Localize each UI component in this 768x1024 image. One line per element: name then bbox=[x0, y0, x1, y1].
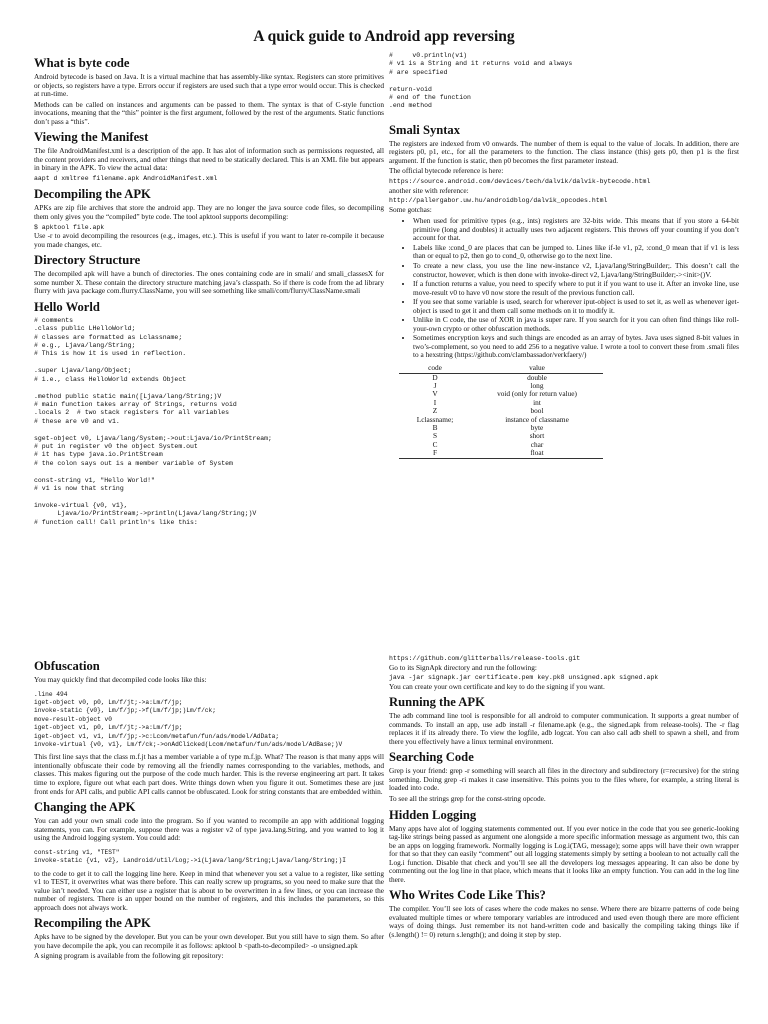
section-heading-manifest: Viewing the Manifest bbox=[34, 130, 149, 145]
section-heading-smali-syntax: Smali Syntax bbox=[389, 122, 461, 137]
type-code-table bbox=[399, 364, 603, 459]
section-heading-searching: Searching Code bbox=[389, 750, 474, 765]
table-header-code: code bbox=[399, 364, 471, 373]
smali-paragraph-1: The registers are indexed from v0 onwards. The number of them is equal to the value of .locals. In addition, there are registers p0, p1, etc., for all the parameters to the function. The class instance (this) gets p0, then p1 is the first argument. If the function is static, then p0 becomes the first parameter instead. bbox=[389, 138, 739, 165]
table-bottom-rule bbox=[399, 458, 603, 459]
recompiling-paragraph-1: Apks have to be signed by the developer. But you can be your own developer. But you still have to sign them. So after you have decompile the apk, you can recompile it as follows: apktool b <path-to-decompiled> -o unsigned.apk bbox=[34, 932, 384, 950]
table-cell-code: C bbox=[432, 439, 438, 449]
gotcha-item: • Labels like :cond_0 are places that can be jumped to. Lines like if-le v1, p2, :cond_0 mean that if v1 is less than or equal to p2, then go to cond_0, otherwise go to the next line. bbox=[413, 244, 739, 261]
table-row bbox=[399, 373, 603, 382]
gotcha-item: • To create a new class, you use the line new-instance v2, Ljava/lang/StringBuilder;. This doesn’t call the constructor, however, which is then done with invoke-direct v2, Ljava/lang/StringBuilder;-><init>()V. bbox=[413, 262, 739, 279]
running-paragraph: The adb command line tool is responsible for all android to computer communication. It supports a great number of commands. To install an app, use adb install -r filename.apk (e.g., the signed.apk from release-tools). The -r flag replaces it if its already there. To view the logfile, adb logcat. You can also call adb shell to spawn a shell, and from there you effectively have a linux terminal environment. bbox=[389, 711, 739, 746]
section-heading-who-writes: Who Writes Code Like This? bbox=[389, 888, 546, 903]
decompile-command: $ apktool file.apk bbox=[34, 223, 105, 231]
opcodes-reference-url: http://pallergabor.uw.hu/androidblog/dalvik_opcodes.html bbox=[389, 197, 608, 205]
section-heading-decompiling: Decompiling the APK bbox=[34, 187, 151, 202]
section-heading-recompiling: Recompiling the APK bbox=[34, 916, 151, 931]
table-cell-code: F bbox=[432, 448, 438, 458]
release-tools-url: https://github.com/glitterballs/release-tools.git bbox=[389, 655, 581, 662]
table-row bbox=[399, 432, 603, 440]
gotchas-list bbox=[389, 217, 739, 360]
recompiling-paragraph-3: Go to its SignApk directory and run the following: bbox=[389, 662, 537, 672]
hello-world-code-continued: # v0.println(v1) # v1 is a String and it returns void and always # are specified return-void # end of the function .end method bbox=[389, 52, 573, 110]
section-heading-byte-code: What is byte code bbox=[34, 56, 130, 70]
table-cell-code: B bbox=[432, 422, 438, 432]
table-cell-code: J bbox=[433, 380, 437, 390]
section-heading-changing: Changing the APK bbox=[34, 800, 136, 815]
table-cell-value: void (only for return value) bbox=[497, 389, 577, 399]
recompiling-paragraph-4: You can create your own certificate and key to do the signing if you want. bbox=[389, 681, 605, 691]
table-header-row bbox=[399, 364, 603, 373]
section-heading-obfuscation: Obfuscation bbox=[34, 659, 100, 673]
directory-paragraph: The decompiled apk will have a bunch of directories. The ones containing code are in smali/ and smali_classesX for some number X. These contain the directory structure matching java’s classpath. So if there is code from the ad library flurry with java package com.flurry.ClassName, you will see something like smali/com/flurry/ClassName.smali bbox=[34, 269, 384, 296]
hello-world-code: # comments .class public LHelloWorld; # classes are formatted as Lclassname; # e.g., Ljava/lang/String; # This is how it is used in reflection. .super Ljava/lang/Object; # i.e., class HelloWorld extends Object .method public static main([Ljava/lang/String;)V # main function takes array of Strings, returns void .locals 2 # two stack registers for all variables # these are v0 and v1. sget-object v0, Ljava/lang/System;->out:Ljava/io/PrintStream; # put in register v0 the object System.out # it has type java.io.PrintStream # the colon says out is a member variable of System const-string v1, "Hello World!" # v1 is now that string invoke-virtual {v0, v1}, Ljava/io/PrintStream;->println(Ljava/lang/String;)V # function call! Call println's like this: bbox=[34, 316, 272, 526]
top-right-column bbox=[389, 52, 739, 592]
decompile-paragraph-1: APKs are zip file archives that store the android app. They are no longer the java source code files, so decompiling them only gives you the “compiled” byte code. The tool apktool supports decompiling: bbox=[34, 203, 384, 222]
obfuscated-code: .line 494 iget-object v0, p0, Lm/f/jt;->a:Lm/f/jp; invoke-static {v0}, Lm/f/jp;->f(Lm/f/jp;)Lm/f/ck; move-result-object v0 iget-object v1, p0, Lm/f/jt;->a:Lm/f/jp; iget-object v1, v1, Lm/f/jp;->c:Lcom/metafun/fun/ads/model/AdData; invoke-virtual {v0, v1}, Lm/f/ck;->onAdClicked(Lcom/metafun/fun/ads/model/AdBase;)V bbox=[34, 690, 343, 748]
table-row bbox=[399, 390, 603, 398]
who-writes-paragraph: The compiler. You’ll see lots of cases where the code makes no sense. Where there are bizarre patterns of code being evaluated multiple times or where temporary variables are introduced and used even though there are more efficient ways of doing things. Just remember its not hand-written code and basically the compiling taking things like if (s.length() != 0) return s.length(); and doing it step by step. bbox=[389, 904, 739, 940]
byte-code-paragraph-1: Android bytecode is based on Java. It is a virtual machine that has assembly-like syntax. Registers can store primitives or objects, so registers have a type. Errors occur if registers are used such that a type error would occur. This is checked at run-time. bbox=[34, 72, 384, 99]
table-cell-code: Z bbox=[432, 406, 438, 416]
logging-code: const-string v1, "TEST" invoke-static {v1, v2}, Landroid/util/Log;->i(Ljava/lang/String;Ljava/lang/String;)I bbox=[34, 848, 346, 865]
gotcha-item: • If you see that some variable is used, search for wherever iput-object is used to set it, as well as whenever iget-object is used to get it and them call some methods on it to modify it. bbox=[413, 298, 739, 315]
table-cell-value: bool bbox=[530, 406, 544, 416]
recompiling-paragraph-2: A signing program is available from the following git repository: bbox=[34, 951, 224, 961]
table-cell-code: S bbox=[432, 431, 438, 441]
bytecode-reference-url: https://source.android.com/devices/tech/dalvik/dalvik-bytecode.html bbox=[389, 178, 651, 186]
table-row bbox=[399, 399, 603, 407]
obfuscation-paragraph-1: You may quickly find that decompiled code looks like this: bbox=[34, 675, 207, 684]
table-cell-code: V bbox=[432, 389, 438, 399]
byte-code-paragraph-2: Methods can be called on instances and arguments can be passed to them. The syntax is that of C-style function invocations, meaning that the “this” pointer is the first argument, followed by the rest of the arguments. Static functions don’t pass a “this”. bbox=[34, 99, 384, 126]
gotcha-item: • Sometimes encryption keys and such things are encoded as an array of bytes. Java uses signed 8-bit values in two’s-complement, so you need to add 256 to a negative value. I wrote a tool to convert these from .smali files to a hexstring (https://github.com/clambassador/verkfaery/) bbox=[413, 334, 739, 360]
obfuscation-paragraph-2: This first line says that the class m.f.jt has a member variable a of type m.f.jp. What? The reason is that many apps will intentionally obfuscate their code by removing all the friendly names corresponding to the variables, methods, and classes. This makes figuring out the purpose of the code much harder. This is the reverse engineering art part. It takes time to explore, figure out what each part does. Write things down when you figure it out. Sometimes these are just front ends for API calls, and public API calls cannot be obfuscated. Look for string constants that are embedded within. bbox=[34, 752, 384, 796]
table-cell-code: D bbox=[432, 372, 438, 382]
smali-paragraph-4: Some gotchas: bbox=[389, 204, 432, 214]
manifest-command: aapt d xmltree filename.apk AndroidManifest.xml bbox=[34, 174, 218, 182]
table-cell-value: int bbox=[533, 397, 541, 407]
gotcha-item: • Unlike in C code, the use of XOR in java is super rare. If you search for it you can often find things like roll-your-own crypto or other obfuscation methods. bbox=[413, 316, 739, 333]
table-cell-value: long bbox=[530, 380, 544, 390]
top-left-column bbox=[34, 52, 384, 592]
gotcha-item: • When used for primitive types (e.g., ints) registers are 32-bits wide. This means that if you store a 64-bit primitive (long and doubles) it actually uses two adjacent registers. This throws off your counting if you don’t account for that. bbox=[413, 217, 739, 243]
table-row bbox=[399, 441, 603, 449]
searching-paragraph-2: To see all the strings grep for the const-string opcode. bbox=[389, 794, 546, 804]
manifest-paragraph: The file AndroidManifest.xml is a description of the app. It has alot of information such as permissions requested, all the content providers and receivers, and other things that need to be statically declared. This is an XML file but appears in binary in the APK. To view the actual data: bbox=[34, 146, 384, 173]
table-row bbox=[399, 424, 603, 432]
section-heading-hidden-logging: Hidden Logging bbox=[389, 807, 477, 822]
changing-paragraph-2: to the code to get it to call the logging line here. Keep in mind that whenever you set a value to a register, like setting v1 to TEST, it overwrites what was there before. This can really screw up programs, so you need to make sure that the value isn’t needed. You can either use a register that is about to be overwritten in a few lines, or you can increase the number of registers. There is an upper bound on the number of registers, and this includes the parameters, so this approach does not always work. bbox=[34, 868, 384, 912]
table-row bbox=[399, 449, 603, 458]
changing-paragraph-1: You can add your own smali code into the program. So if you wanted to recompile an app with additional logging statements, you can. For example, suppose there was a register v2 of type java.lang.String, and you wanted to log it using the Android logging system. You could add: bbox=[34, 816, 384, 843]
bottom-left-column bbox=[34, 655, 384, 1017]
smali-paragraph-2: The official bytecode reference is here: bbox=[389, 166, 504, 176]
signapk-command: java -jar signapk.jar certificate.pem key.pk8 unsigned.apk signed.apk bbox=[389, 674, 659, 682]
table-cell-value: instance of classname bbox=[505, 414, 569, 424]
searching-paragraph-1: Grep is your friend: grep -r something will search all files in the directory and subdirectory (r=recursive) for the string something. Doing grep -ri makes it case insensitive. This points you to the files where, for example, a string literal is loaded into code. bbox=[389, 766, 739, 793]
section-heading-hello-world: Hello World bbox=[34, 299, 100, 314]
gotcha-item: • If a function returns a value, you need to specify where to put it if you want to use it. After an invoke line, use move-result v0 to have v0 now store the result of the previous function call. bbox=[413, 280, 739, 297]
table-cell-value: double bbox=[527, 372, 547, 382]
section-heading-running: Running the APK bbox=[389, 695, 485, 710]
decompile-paragraph-2: Use -r to avoid decompiling the resources (e.g., images, etc.). This is useful if you want to later re-compile it because you made changes, etc. bbox=[34, 231, 384, 249]
table-cell-value: byte bbox=[530, 422, 544, 432]
table-cell-code: Lclassname; bbox=[416, 414, 454, 424]
bottom-right-column bbox=[389, 655, 739, 1017]
table-cell-code: I bbox=[433, 397, 437, 407]
table-header-value: value bbox=[471, 364, 603, 373]
table-cell-value: float bbox=[530, 448, 544, 458]
smali-paragraph-3: another site with reference: bbox=[389, 185, 469, 195]
table-row bbox=[399, 416, 603, 424]
document-title: A quick guide to Android app reversing bbox=[253, 28, 515, 45]
hidden-logging-paragraph: Many apps have alot of logging statements commented out. If you ever notice in the code that you see generic-looking tag-like strings being passed as argument one alongside a more specific information message as argument two, this can be an apps on logging framework. Normally logging is Log.i(TAG, message); some apps will have their own wrapper for that so that they can easily “comment” out all logging statements simply by setting a boolean to not actually call the Log.i function. Disable that check and you’ll see all the developers log messages appearing. It can also be done by commenting out the log line in that place, which means that it looks like an empty function. You can add in the log line there. bbox=[389, 823, 739, 884]
table-cell-value: char bbox=[530, 439, 544, 449]
table-cell-value: short bbox=[529, 431, 545, 441]
section-heading-directory: Directory Structure bbox=[34, 253, 141, 268]
